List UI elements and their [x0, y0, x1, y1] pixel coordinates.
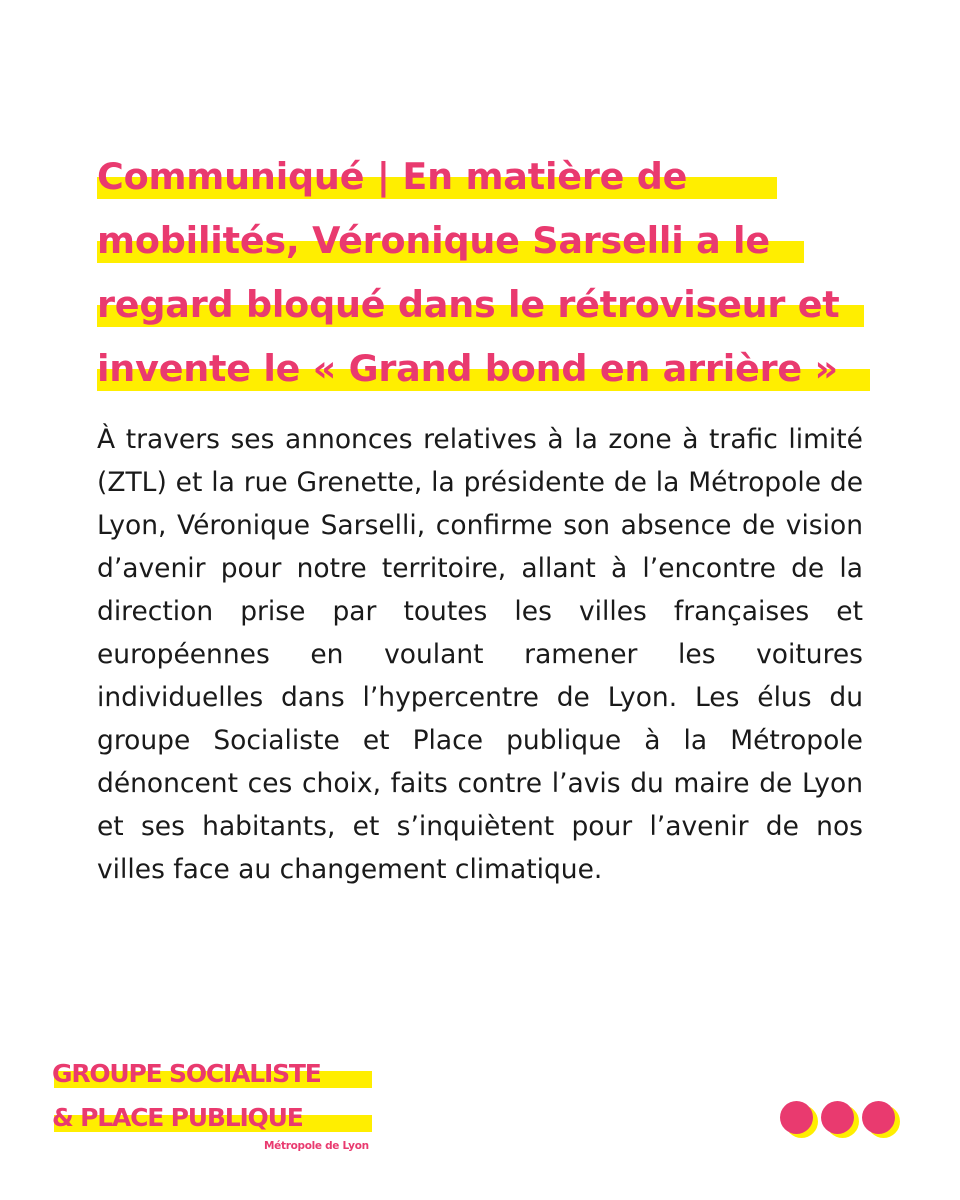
dot-circle [821, 1101, 854, 1134]
logo-line-text: GROUPE SOCIALISTE [52, 1059, 321, 1088]
headline-line [97, 209, 887, 273]
three-dots-icon [780, 1101, 910, 1141]
headline-line [97, 145, 887, 209]
dot-circle [862, 1101, 895, 1134]
logo-line [52, 1054, 321, 1094]
headline-line-text: regard bloqué dans le rétroviseur et [97, 283, 840, 326]
dot [780, 1101, 813, 1134]
logo-line [52, 1098, 303, 1138]
headline-line-text: Communiqué | En matière de [97, 155, 688, 198]
headline [97, 145, 887, 401]
group-logo [52, 1054, 382, 1164]
headline-line-text: mobilités, Véronique Sarselli a le [97, 219, 770, 262]
headline-line [97, 337, 887, 401]
logo-line-text: & PLACE PUBLIQUE [52, 1103, 303, 1132]
headline-line [97, 273, 887, 337]
logo-subtitle: Métropole de Lyon [264, 1140, 369, 1152]
dot [862, 1101, 895, 1134]
dot-circle [780, 1101, 813, 1134]
dot [821, 1101, 854, 1134]
headline-line-text: invente le « Grand bond en arrière » [97, 347, 838, 390]
press-release-body: À travers ses annonces relatives à la zone à trafic limité (ZTL) et la rue Grenette, la présidente de la Métropole de Lyon, Véronique Sarselli, confirme son absence de vision d’avenir pour notre territoire, allant à l’encontre de la direction prise par toutes les villes françaises et européennes en voulant ramener les voitures individuelles dans l’hypercentre de Lyon. Les élus du groupe Socialiste et Place publique à la Métropole dénoncent ces choix, faits contre l’avis du maire de Lyon et ses habitants, et s’inquiètent pour l’avenir de nos villes face au changement climatique. [97, 424, 863, 885]
